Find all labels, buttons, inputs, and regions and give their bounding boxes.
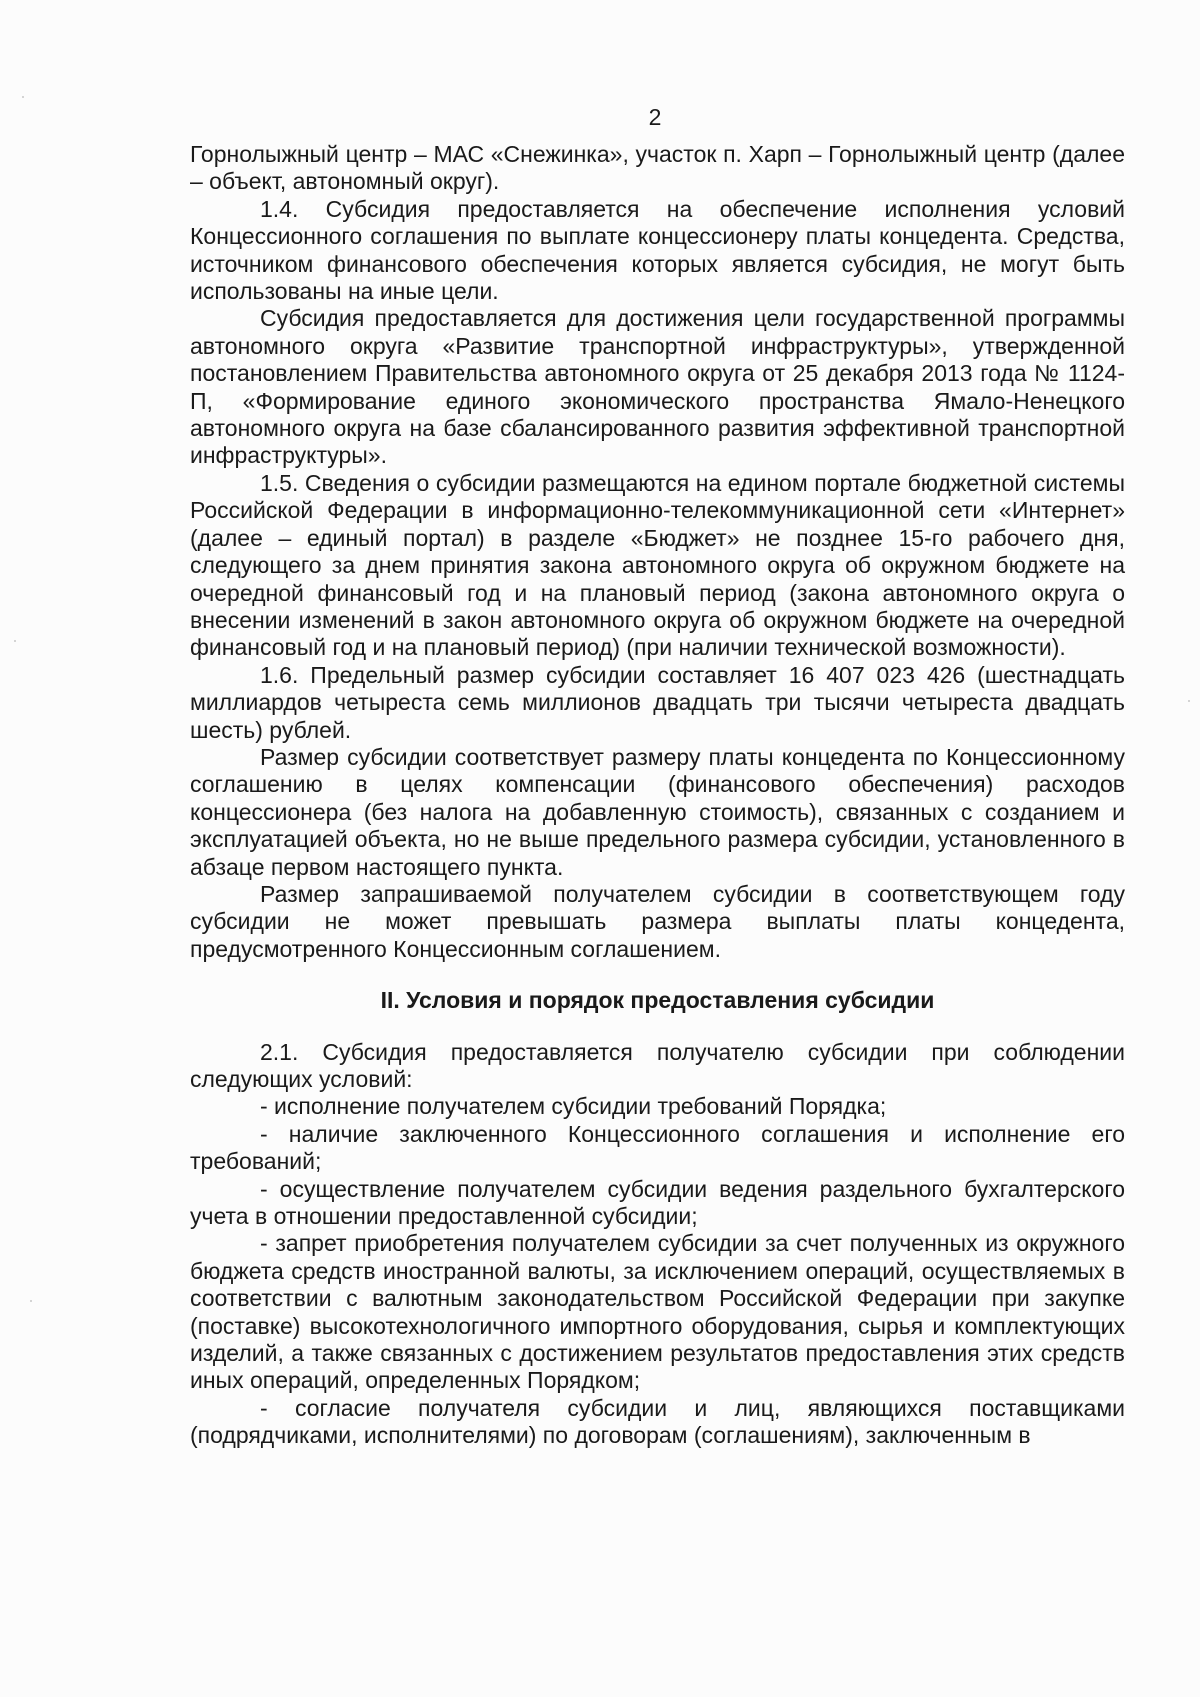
paragraph-requested-subsidy: Размер запрашиваемой получателем субсидии в соответствующем году субсидии не может превышать размера выплаты платы концедента, предусмотренного Концессионным соглашением. — [190, 880, 1125, 962]
scan-speck — [1188, 700, 1190, 702]
page-number: 2 — [648, 104, 662, 130]
scan-speck — [14, 640, 16, 642]
paragraph-1-4: 1.4. Субсидия предоставляется на обеспечение исполнения условий Концессионного соглашения по выплате концессионеру платы концедента. Средства, источником финансового обеспечения которых является субсидия, не могут быть использованы на иные цели. — [190, 195, 1125, 305]
scan-speck — [22, 96, 24, 98]
condition-item: - наличие заключенного Концессионного соглашения и исполнение его требований; — [190, 1120, 1125, 1175]
condition-item: - осуществление получателем субсидии ведения раздельного бухгалтерского учета в отношении предоставленной субсидии; — [190, 1175, 1125, 1230]
document-body — [190, 141, 1125, 1450]
paragraph-1-6: 1.6. Предельный размер субсидии составляет 16 407 023 426 (шестнадцать миллиардов четыреста семь миллионов двадцать три тысячи четыреста двадцать шесть) рублей. — [190, 661, 1125, 743]
condition-item: - исполнение получателем субсидии требований Порядка; — [260, 1093, 887, 1120]
condition-item: - согласие получателя субсидии и лиц, являющихся поставщиками (подрядчиками, исполнителями) по договорам (соглашениям), заключенным в — [190, 1394, 1125, 1449]
condition-item: - запрет приобретения получателем субсидии за счет полученных из окружного бюджета средств иностранной валюты, за исключением операций, осуществляемых в соответствии с валютным законодательством Российской Федерации при закупке (поставке) высокотехнологичного импортного оборудования, сырья и комплектующих изделий, а также связанных с достижением результатов предоставления этих средств иных операций, определенных Порядком; — [190, 1230, 1125, 1394]
paragraph-program-goal: Субсидия предоставляется для достижения цели государственной программы автономного округа «Развитие транспортной инфраструктуры», утвержденной постановлением Правительства автономного округа от 25 декабря 2013 года № 1124-П, «Формирование единого экономического пространства Ямало-Ненецкого автономного округа на базе сбалансированного развития эффективной транспортной инфраструктуры». — [190, 305, 1125, 469]
paragraph-1-5: 1.5. Сведения о субсидии размещаются на едином портале бюджетной системы Российской Федерации в информационно-телекоммуникационной сети «Интернет» (далее – единый портал) в разделе «Бюджет» не позднее 15-го рабочего дня, следующего за днем принятия закона автономного округа об окружном бюджете на очередной финансовый год и на плановый период (закона автономного округа о внесении изменений в закон автономного округа об окружном бюджете на очередной финансовый год и на плановый период) (при наличии технической возможности). — [190, 469, 1125, 661]
paragraph-continuation: Горнолыжный центр – МАС «Снежинка», участок п. Харп – Горнолыжный центр (далее – объект, автономный округ). — [190, 141, 1125, 195]
scan-speck — [30, 1300, 32, 1302]
paragraph-subsidy-size: Размер субсидии соответствует размеру платы концедента по Концессионному соглашению в целях компенсации (финансового обеспечения) расходов концессионера (без налога на добавленную стоимость), связанных с созданием и эксплуатацией объекта, но не выше предельного размера субсидии, установленного в абзаце первом настоящего пункта. — [190, 743, 1125, 880]
section-heading: II. Условия и порядок предоставления субсидии — [380, 987, 935, 1014]
paragraph-2-1: 2.1. Субсидия предоставляется получателю субсидии при соблюдении следующих условий: — [190, 1038, 1125, 1092]
